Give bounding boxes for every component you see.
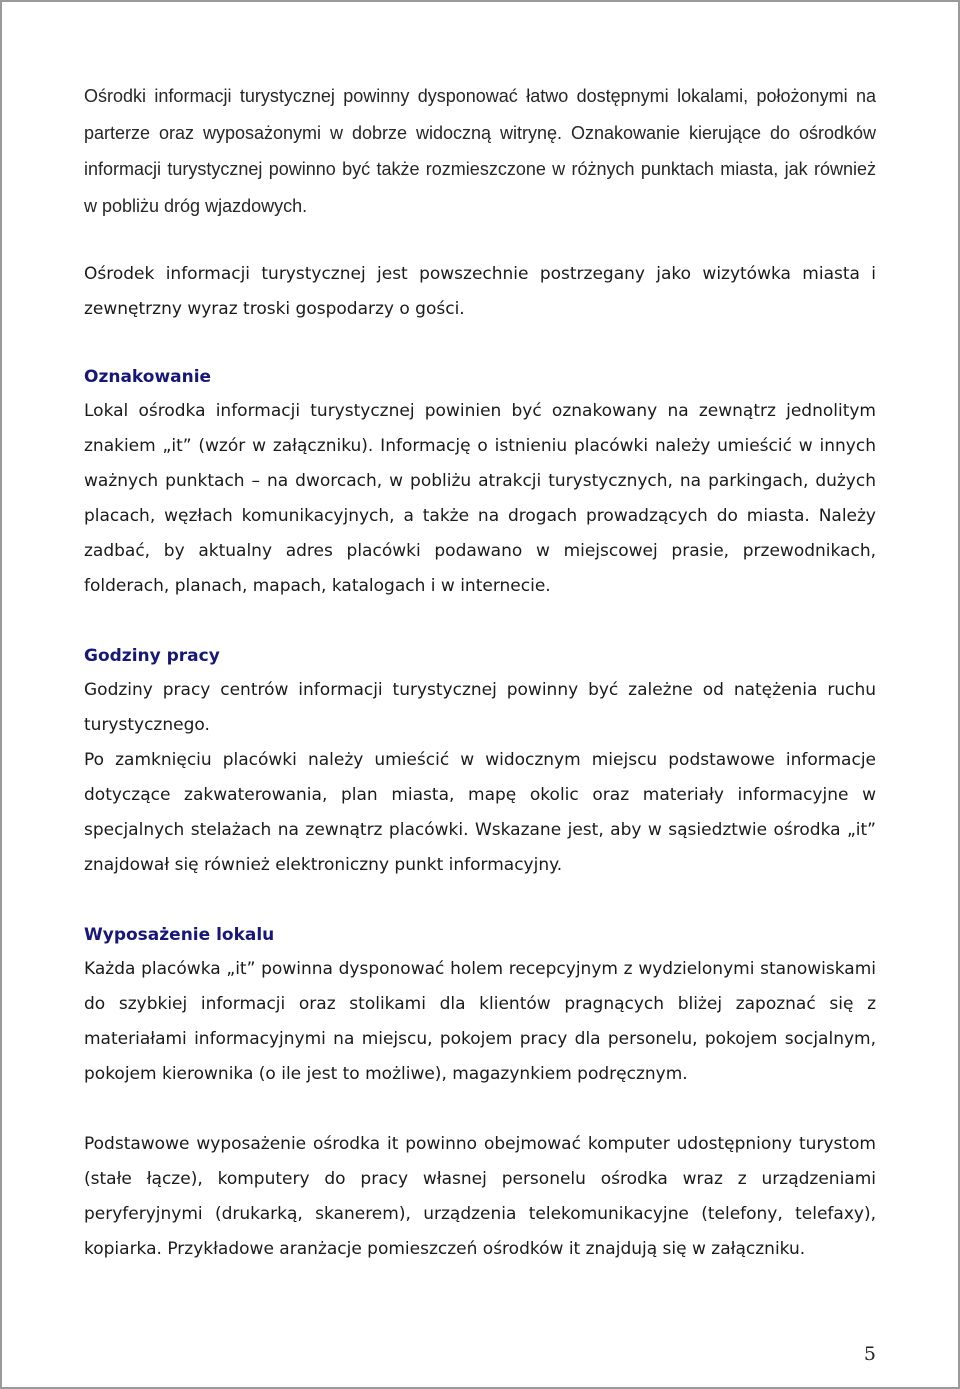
paragraph-working-hours: Godziny pracy centrów informacji turystycznej powinny być zależne od natężenia ruchu turystycznego.	[84, 680, 876, 735]
heading-working-hours: Godziny pracy	[84, 646, 220, 666]
paragraph-basic-equipment: Podstawowe wyposażenie ośrodka it powinno obejmować komputer udostępniony turystom (stałe łącze), komputery do pracy własnej personelu ośrodka wraz z urządzeniami peryferyjnymi (drukarką, skanerem), urządzenia telekomunikacyjne (telefony, telefaxy), kopiarka. Przykładowe aranżacje pomieszczeń ośrodków it znajdują się w załączniku.	[84, 1134, 876, 1259]
paragraph-after-hours: Po zamknięciu placówki należy umieścić w widocznym miejscu podstawowe informacje dotyczące zakwaterowania, plan miasta, mapę okolic oraz materiały informacyjne w specjalnych stelażach na zewnątrz placówki. Wskazane jest, aby w sąsiedztwie ośrodka „it” znajdował się również elektroniczny punkt informacyjny.	[84, 750, 876, 875]
paragraph-business-card: Ośrodek informacji turystycznej jest powszechnie postrzegany jako wizytówka miasta i zewnętrzny wyraz troski gospodarzy o gości.	[84, 264, 876, 319]
spacer	[84, 224, 876, 257]
document-body	[84, 78, 876, 1267]
spacer	[84, 1092, 876, 1127]
spacer	[84, 604, 876, 639]
paragraph-premises: Każda placówka „it” powinna dysponować holem recepcyjnym z wydzielonymi stanowiskami do szybkiej informacji oraz stolikami dla klientów pragnących bliżej zapoznać się z materiałami informacyjnymi na miejscu, pokojem pracy dla personelu, pokojem socjalnym, pokojem kierownika (o ile jest to możliwe), magazynkiem podręcznym.	[84, 959, 876, 1084]
heading-equipment: Wyposażenie lokalu	[84, 925, 275, 945]
heading-signage: Oznakowanie	[84, 367, 212, 387]
spacer	[84, 883, 876, 918]
page-number: 5	[863, 1343, 876, 1365]
paragraph-intro: Ośrodki informacji turystycznej powinny dysponować łatwo dostępnymi lokalami, położonymi na parterze oraz wyposażonymi w dobrze widoczną witrynę. Oznakowanie kierujące do ośrodków informacji turystycznej powinno być także rozmieszczone w różnych punktach miasta, jak również w pobliżu dróg wjazdowych.	[84, 86, 876, 216]
paragraph-signage: Lokal ośrodka informacji turystycznej powinien być oznakowany na zewnątrz jednolitym znakiem „it” (wzór w załączniku). Informację o istnieniu placówki należy umieścić w innych ważnych punktach – na dworcach, w pobliżu atrakcji turystycznych, na parkingach, dużych placach, węzłach komunikacyjnych, a także na drogach prowadzących do miasta. Należy zadbać, by aktualny adres placówki podawano w miejscowej prasie, przewodnikach, folderach, planach, mapach, katalogach i w internecie.	[84, 401, 876, 596]
spacer	[84, 327, 876, 360]
